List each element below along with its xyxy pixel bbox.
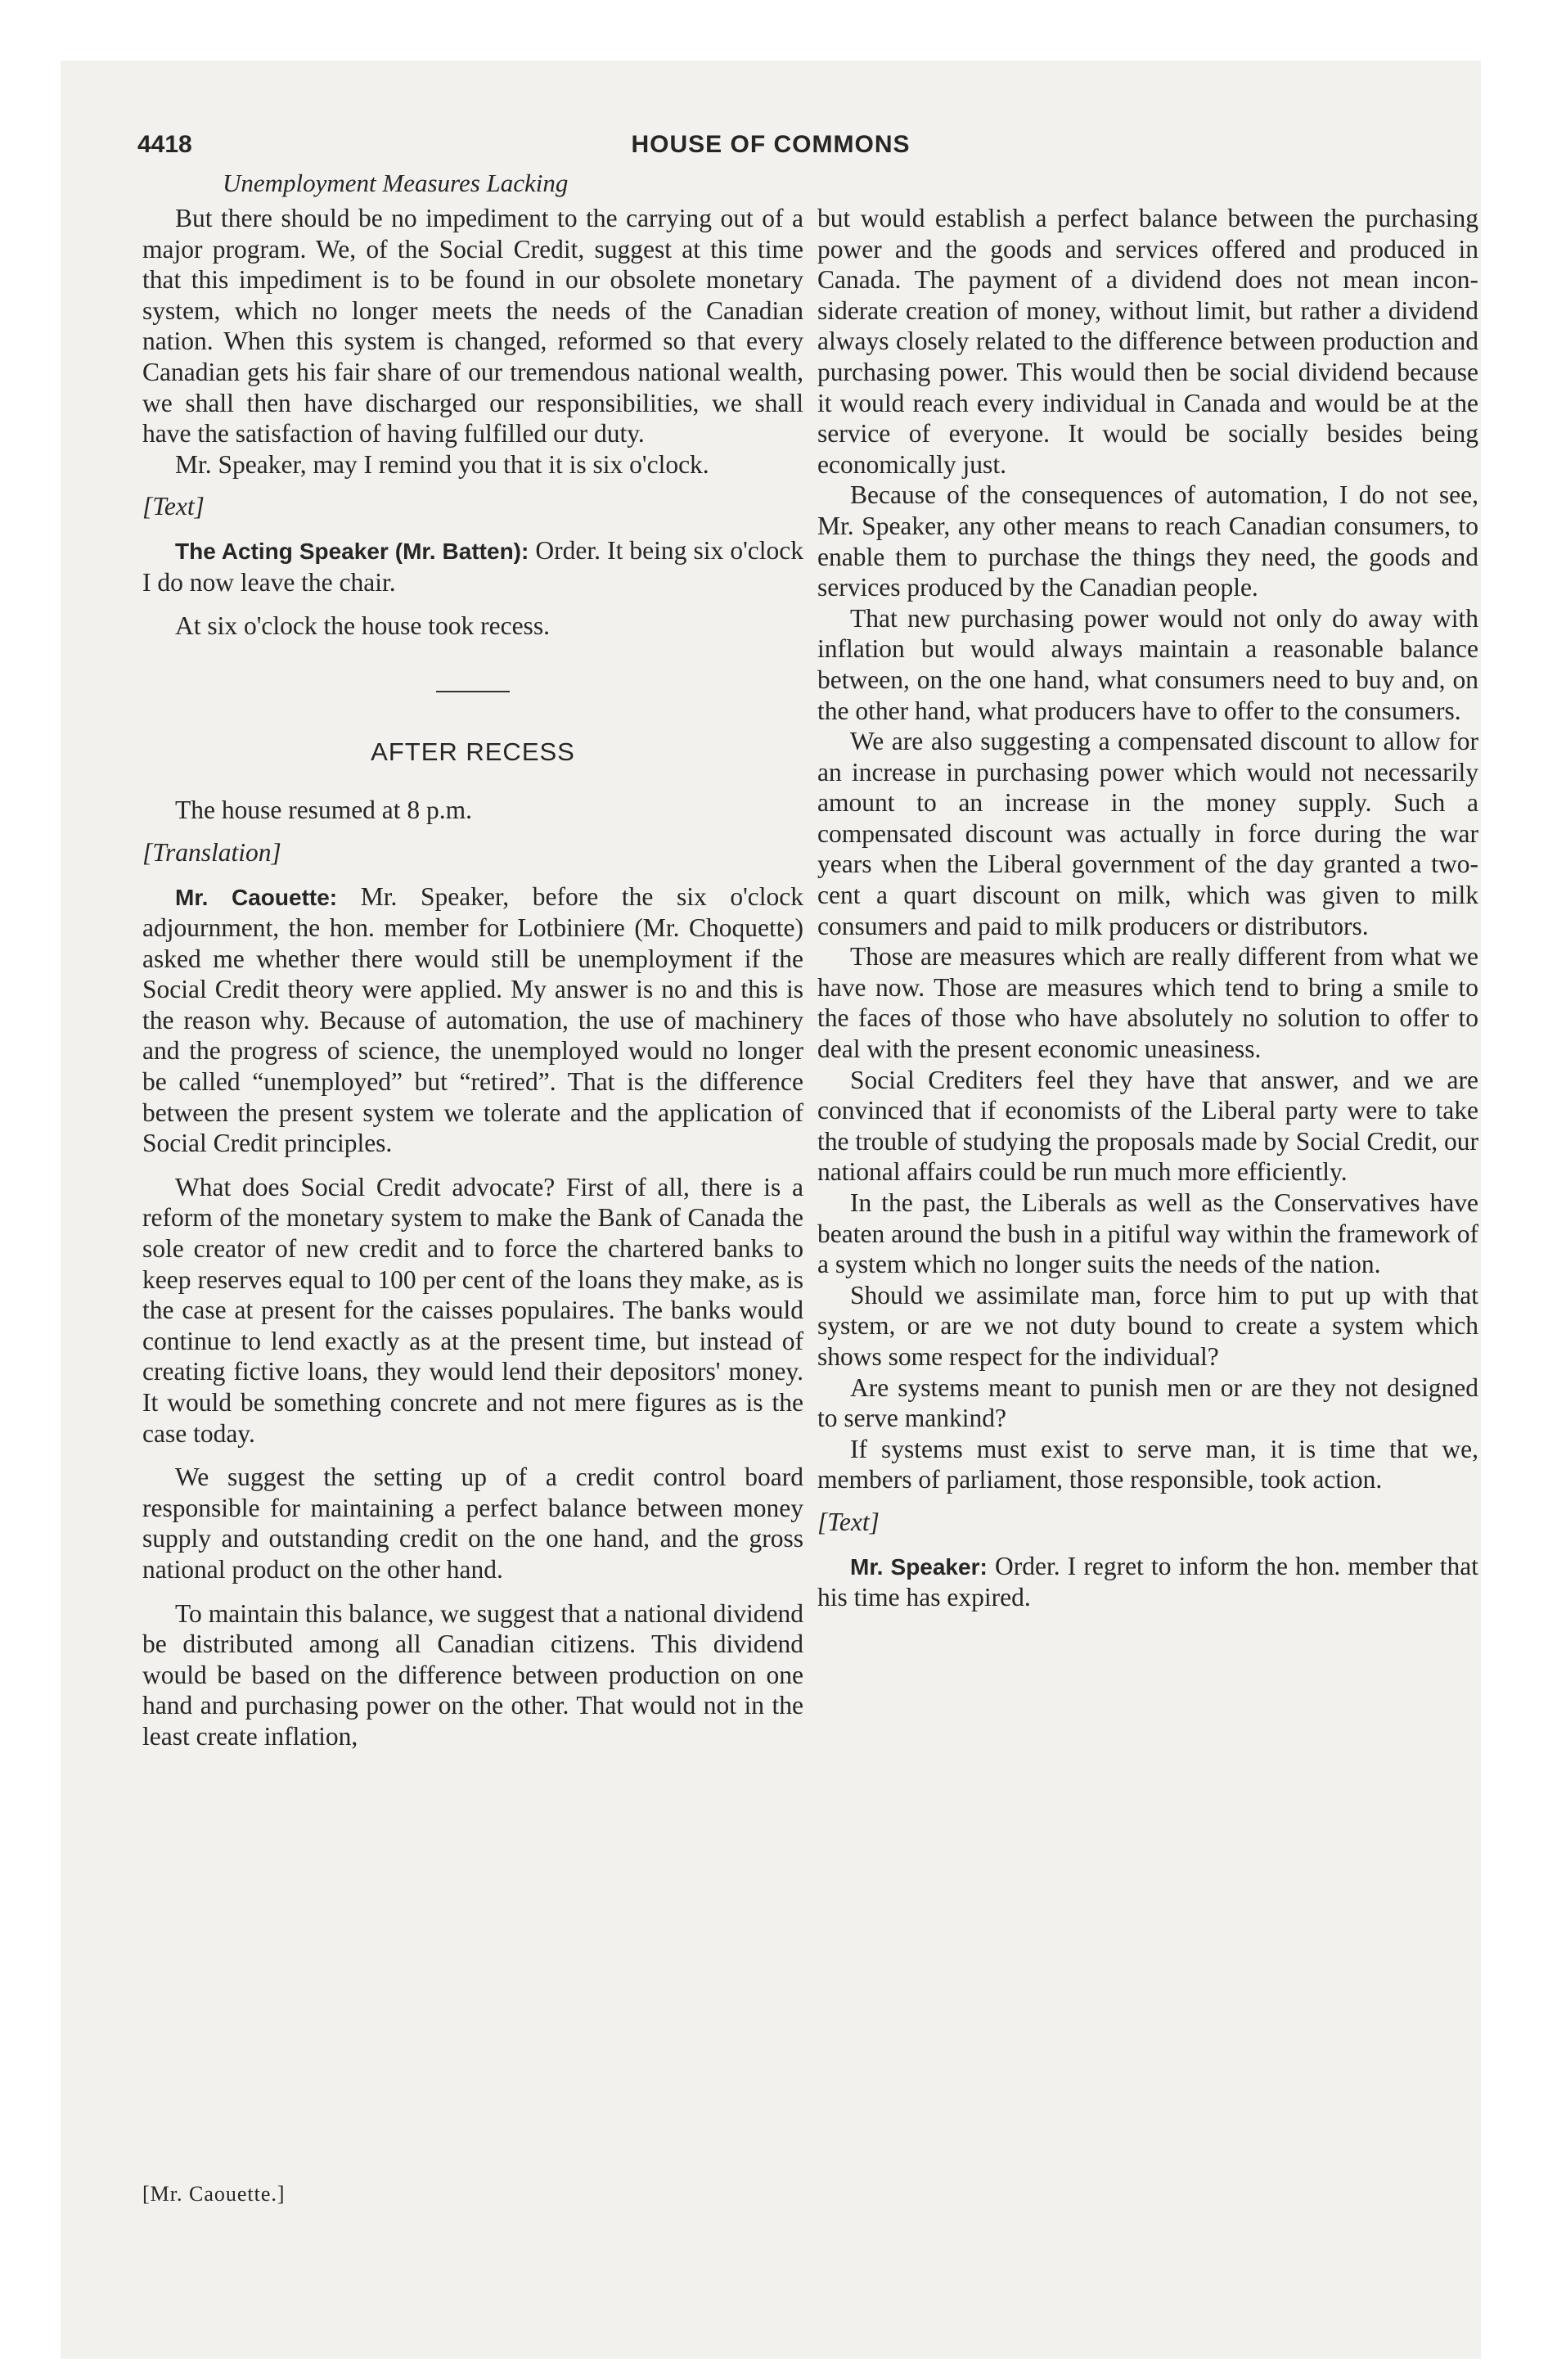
page-header: [137, 131, 1404, 167]
footer-speaker-label: [Mr. Caouette.]: [142, 2182, 286, 2206]
speaker-name: Mr. Caouette:: [175, 884, 338, 910]
paragraph: That new purchasing power would not only do away with inflation but would always maintain a reasonable balance between, on the one hand, what consumers need to buy and, on the other hand, what producers have to offer to the consumers.: [817, 603, 1478, 725]
paragraph: But there should be no impediment to the carrying out of a major program. We, of the Social Credit, suggest at this time that this impediment is to be found in our obsolete monetary system, which no longer meets the needs of the Canadian nation. When this system is changed, reformed so that every Canadian gets his fair share of our tremendous national wealth, we shall then have discharged our responsibilities, we shall have the satisfaction of having fulfilled our duty.: [142, 204, 803, 449]
speaker-text: Mr. Speaker, before the six o'clock adjournment, the hon. member for Lotbiniere (Mr. Choquette) asked me whether there would still be unemployment if the Social Credit theory were applied. My answer is no and this is the reason why. Because of automation, the use of machinery and the progress of science, the unemployed would no longer be called “unemployed” but “retired”. That is the difference between the present system we tolerate and the application of Social Credit principles.: [142, 881, 803, 1158]
paragraph: The house resumed at 8 p.m.: [175, 796, 473, 825]
speaker-text: Order. It being six o'clock I do now leave the chair.: [142, 535, 803, 597]
text-tag: [Text]: [817, 1507, 880, 1536]
paragraph: At six o'clock the house took recess.: [175, 611, 550, 641]
running-head: HOUSE OF COMMONS: [631, 131, 911, 158]
right-column: [817, 203, 1478, 1613]
paragraph: Should we assimilate man, force him to put up with that system, or are we not duty bound to create a system which shows some respect for the individual?: [817, 1280, 1478, 1371]
paragraph: Are systems meant to punish men or are they not designed to serve mankind?: [817, 1373, 1478, 1433]
paragraph: In the past, the Liberals as well as the Conservatives have beaten around the bush in a pitiful way within the framework of a system which no longer suits the needs of the nation.: [817, 1188, 1478, 1279]
speaker-text: Order. I regret to inform the hon. member that his time has expired.: [817, 1551, 1479, 1612]
section-divider: [436, 691, 510, 692]
section-heading: AFTER RECESS: [371, 737, 575, 766]
paragraph: Mr. Speaker, may I remind you that it is six o'clock.: [175, 449, 709, 479]
left-column: [142, 203, 803, 1752]
paragraph: What does Social Credit advocate? First of all, there is a reform of the monetary system to make the Bank of Canada the sole creator of new credit and to force the chartered banks to keep reserves equal to 100 per cent of the loans they make, as is the case at present for the caisses populaires. The banks would continue to lend exactly as at the present time, but instead of creating fictive loans, they would lend their depositors' money. It would be something concrete and not mere figures as is the case today.: [142, 1172, 803, 1448]
paragraph: We are also suggesting a compensated discount to allow for an increase in purchasing power which would not necessarily amount to an increase in the money supply. Such a compensated discount was actually in force during the war years when the Liberal government of the day granted a two-cent a quart discount on milk, which was given to milk consumers and paid to milk producers or distributors.: [817, 727, 1478, 940]
speaker-statement: [142, 881, 803, 1159]
paragraph: To maintain this balance, we suggest that a national dividend be distributed among all Canadian citizens. This dividend would be based on the difference between production on one hand and purchasing power on the other. That would not in the least create inflation,: [142, 1598, 803, 1751]
speaker-name: The Acting Speaker (Mr. Batten):: [175, 538, 529, 564]
speaker-statement: [142, 535, 803, 597]
paragraph: Those are measures which are really different from what we have now. Those are measures which tend to bring a smile to the faces of those who have absolutely no solution to offer to deal with the present economic uneasiness.: [817, 942, 1478, 1064]
paragraph: Social Crediters feel they have that answer, and we are convinced that if economists of the Liberal party were to take the trouble of studying the proposals made by Social Credit, our national affairs could be run much more efficiently.: [817, 1065, 1478, 1187]
page-number: 4418: [137, 131, 192, 158]
text-tag: [Text]: [142, 492, 205, 521]
paragraph: We suggest the setting up of a credit control board responsible for maintaining a perfect balance between money supply and outstanding credit on the one hand, and the gross national product on the other hand.: [142, 1463, 803, 1584]
translation-tag: [Translation]: [142, 837, 281, 867]
paragraph: but would establish a perfect balance between the purchasing power and the goods and services offered and produced in Canada. The payment of a dividend does not mean inconsiderate creation of money, without limit, but rather a dividend always closely related to the difference between production and purchasing power. This would then be social dividend because it would reach every individual in Canada and would be at the service of everyone. It would be socially besides being economically just.: [817, 204, 1478, 479]
speaker-statement: [817, 1551, 1478, 1613]
speaker-name: Mr. Speaker:: [850, 1553, 988, 1580]
subject-heading: Unemployment Measures Lacking: [223, 169, 569, 197]
paragraph: Because of the consequences of automation, I do not see, Mr. Speaker, any other means to reach Canadian consumers, to enable them to purchase the things they need, the goods and services produced by the Canadian people.: [817, 480, 1478, 602]
paragraph: If systems must exist to serve man, it is time that we, members of parliament, those responsible, took action.: [817, 1434, 1478, 1494]
